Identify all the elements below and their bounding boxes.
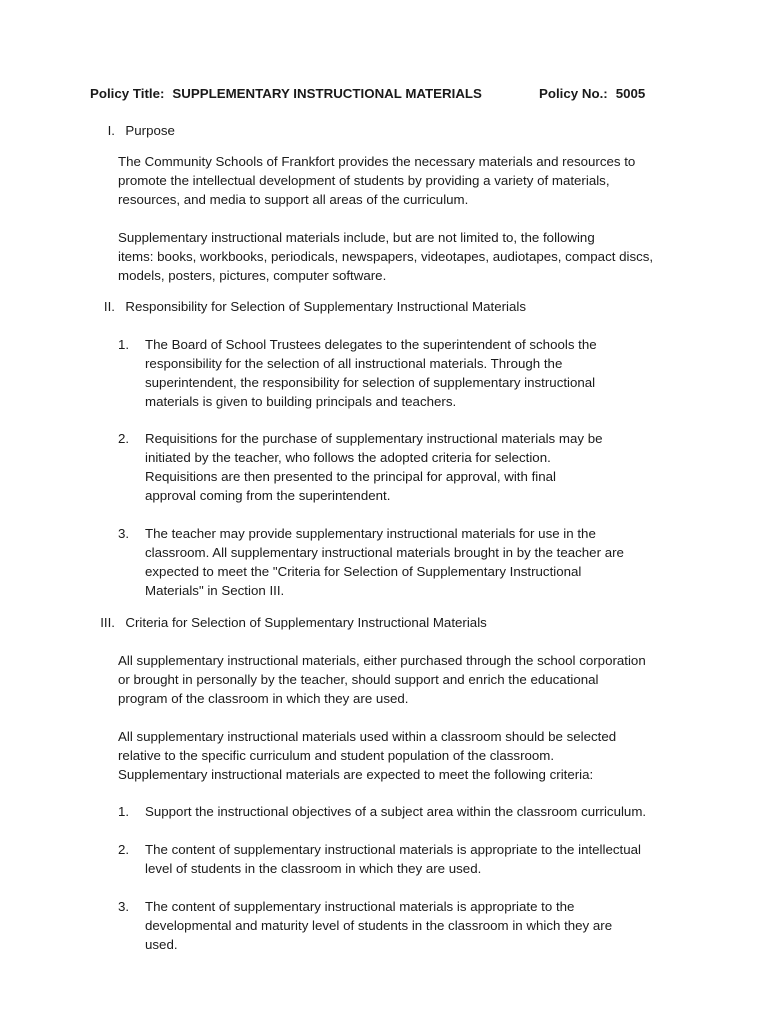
section-1-paragraph-2 bbox=[118, 228, 688, 285]
policy-number bbox=[539, 84, 645, 103]
paragraph-line: All supplementary instructional materials, either purchased through the school corporation bbox=[118, 653, 646, 668]
list-item-number: 2. bbox=[118, 842, 130, 857]
list-item-line: The content of supplementary instructional materials is appropriate to the intellectual bbox=[145, 842, 641, 857]
list-item-line: expected to meet the "Criteria for Selection of Supplementary Instructional bbox=[145, 564, 582, 579]
section-2-heading bbox=[95, 297, 526, 316]
section-1-heading bbox=[101, 121, 175, 140]
paragraph-line: items: books, workbooks, periodicals, newspapers, videotapes, audiotapes, compact discs, bbox=[118, 249, 654, 264]
section-3-paragraph-2 bbox=[118, 727, 688, 784]
list-item-number: 2. bbox=[118, 431, 130, 446]
list-item-line: The content of supplementary instructional materials is appropriate to the bbox=[145, 899, 575, 914]
paragraph-line: The Community Schools of Frankfort provides the necessary materials and resources to bbox=[118, 154, 636, 169]
list-item-line: approval coming from the superintendent. bbox=[145, 488, 391, 503]
list-item-number: 1. bbox=[118, 804, 130, 819]
paragraph-line: or brought in personally by the teacher, should support and enrich the educational bbox=[118, 672, 599, 687]
policy-title-label: Policy Title: bbox=[90, 86, 165, 101]
policy-number-label: Policy No.: bbox=[539, 86, 608, 101]
section-3-title: Criteria for Selection of Supplementary Instructional Materials bbox=[125, 615, 487, 630]
list-item-text bbox=[145, 802, 685, 821]
section-1-numeral: I. bbox=[107, 123, 115, 138]
paragraph-line: resources, and media to support all areas of the curriculum. bbox=[118, 192, 469, 207]
list-item-line: used. bbox=[145, 937, 178, 952]
list-item-text bbox=[145, 840, 685, 878]
policy-title-value: SUPPLEMENTARY INSTRUCTIONAL MATERIALS bbox=[172, 86, 482, 101]
list-item-number: 1. bbox=[118, 337, 130, 352]
paragraph-line: program of the classroom in which they are used. bbox=[118, 691, 409, 706]
paragraph-line: models, posters, pictures, computer software. bbox=[118, 268, 387, 283]
list-item-text bbox=[145, 335, 685, 411]
list-item-line: Materials" in Section III. bbox=[145, 583, 285, 598]
section-3-paragraph-1 bbox=[118, 651, 688, 708]
list-item-text bbox=[145, 897, 685, 954]
section-2-title: Responsibility for Selection of Supplementary Instructional Materials bbox=[125, 299, 526, 314]
list-item-line: developmental and maturity level of students in the classroom in which they are bbox=[145, 918, 613, 933]
paragraph-line: All supplementary instructional materials used within a classroom should be selected bbox=[118, 729, 617, 744]
list-item-line: materials is given to building principals and teachers. bbox=[145, 394, 457, 409]
list-item-number: 3. bbox=[118, 526, 130, 541]
policy-header bbox=[90, 84, 690, 104]
section-3-heading bbox=[90, 613, 487, 632]
list-item-text bbox=[145, 429, 685, 505]
list-item-line: Requisitions are then presented to the principal for approval, with final bbox=[145, 469, 556, 484]
section-1-title: Purpose bbox=[125, 123, 175, 138]
list-item-line: initiated by the teacher, who follows the adopted criteria for selection. bbox=[145, 450, 551, 465]
paragraph-line: promote the intellectual development of students by providing a variety of materials, bbox=[118, 173, 610, 188]
list-item-line: responsibility for the selection of all instructional materials. Through the bbox=[145, 356, 563, 371]
list-item-number: 3. bbox=[118, 899, 130, 914]
list-item-line: Support the instructional objectives of a subject area within the classroom curriculum. bbox=[145, 804, 647, 819]
policy-number-value: 5005 bbox=[615, 86, 646, 101]
list-item-line: level of students in the classroom in which they are used. bbox=[145, 861, 482, 876]
paragraph-line: relative to the specific curriculum and student population of the classroom. bbox=[118, 748, 555, 763]
paragraph-line: Supplementary instructional materials include, but are not limited to, the following bbox=[118, 230, 595, 245]
section-2-numeral: II. bbox=[103, 299, 115, 314]
section-3-numeral: III. bbox=[100, 615, 115, 630]
policy-title bbox=[90, 84, 482, 103]
paragraph-line: Supplementary instructional materials are expected to meet the following criteria: bbox=[118, 767, 594, 782]
list-item-line: The Board of School Trustees delegates to the superintendent of schools the bbox=[145, 337, 597, 352]
list-item-line: Requisitions for the purchase of supplementary instructional materials may be bbox=[145, 431, 603, 446]
list-item-text bbox=[145, 524, 685, 600]
list-item-line: superintendent, the responsibility for selection of supplementary instructional bbox=[145, 375, 596, 390]
list-item-line: classroom. All supplementary instructional materials brought in by the teacher are bbox=[145, 545, 624, 560]
section-1-paragraph-1 bbox=[118, 152, 688, 209]
list-item-line: The teacher may provide supplementary instructional materials for use in the bbox=[145, 526, 596, 541]
